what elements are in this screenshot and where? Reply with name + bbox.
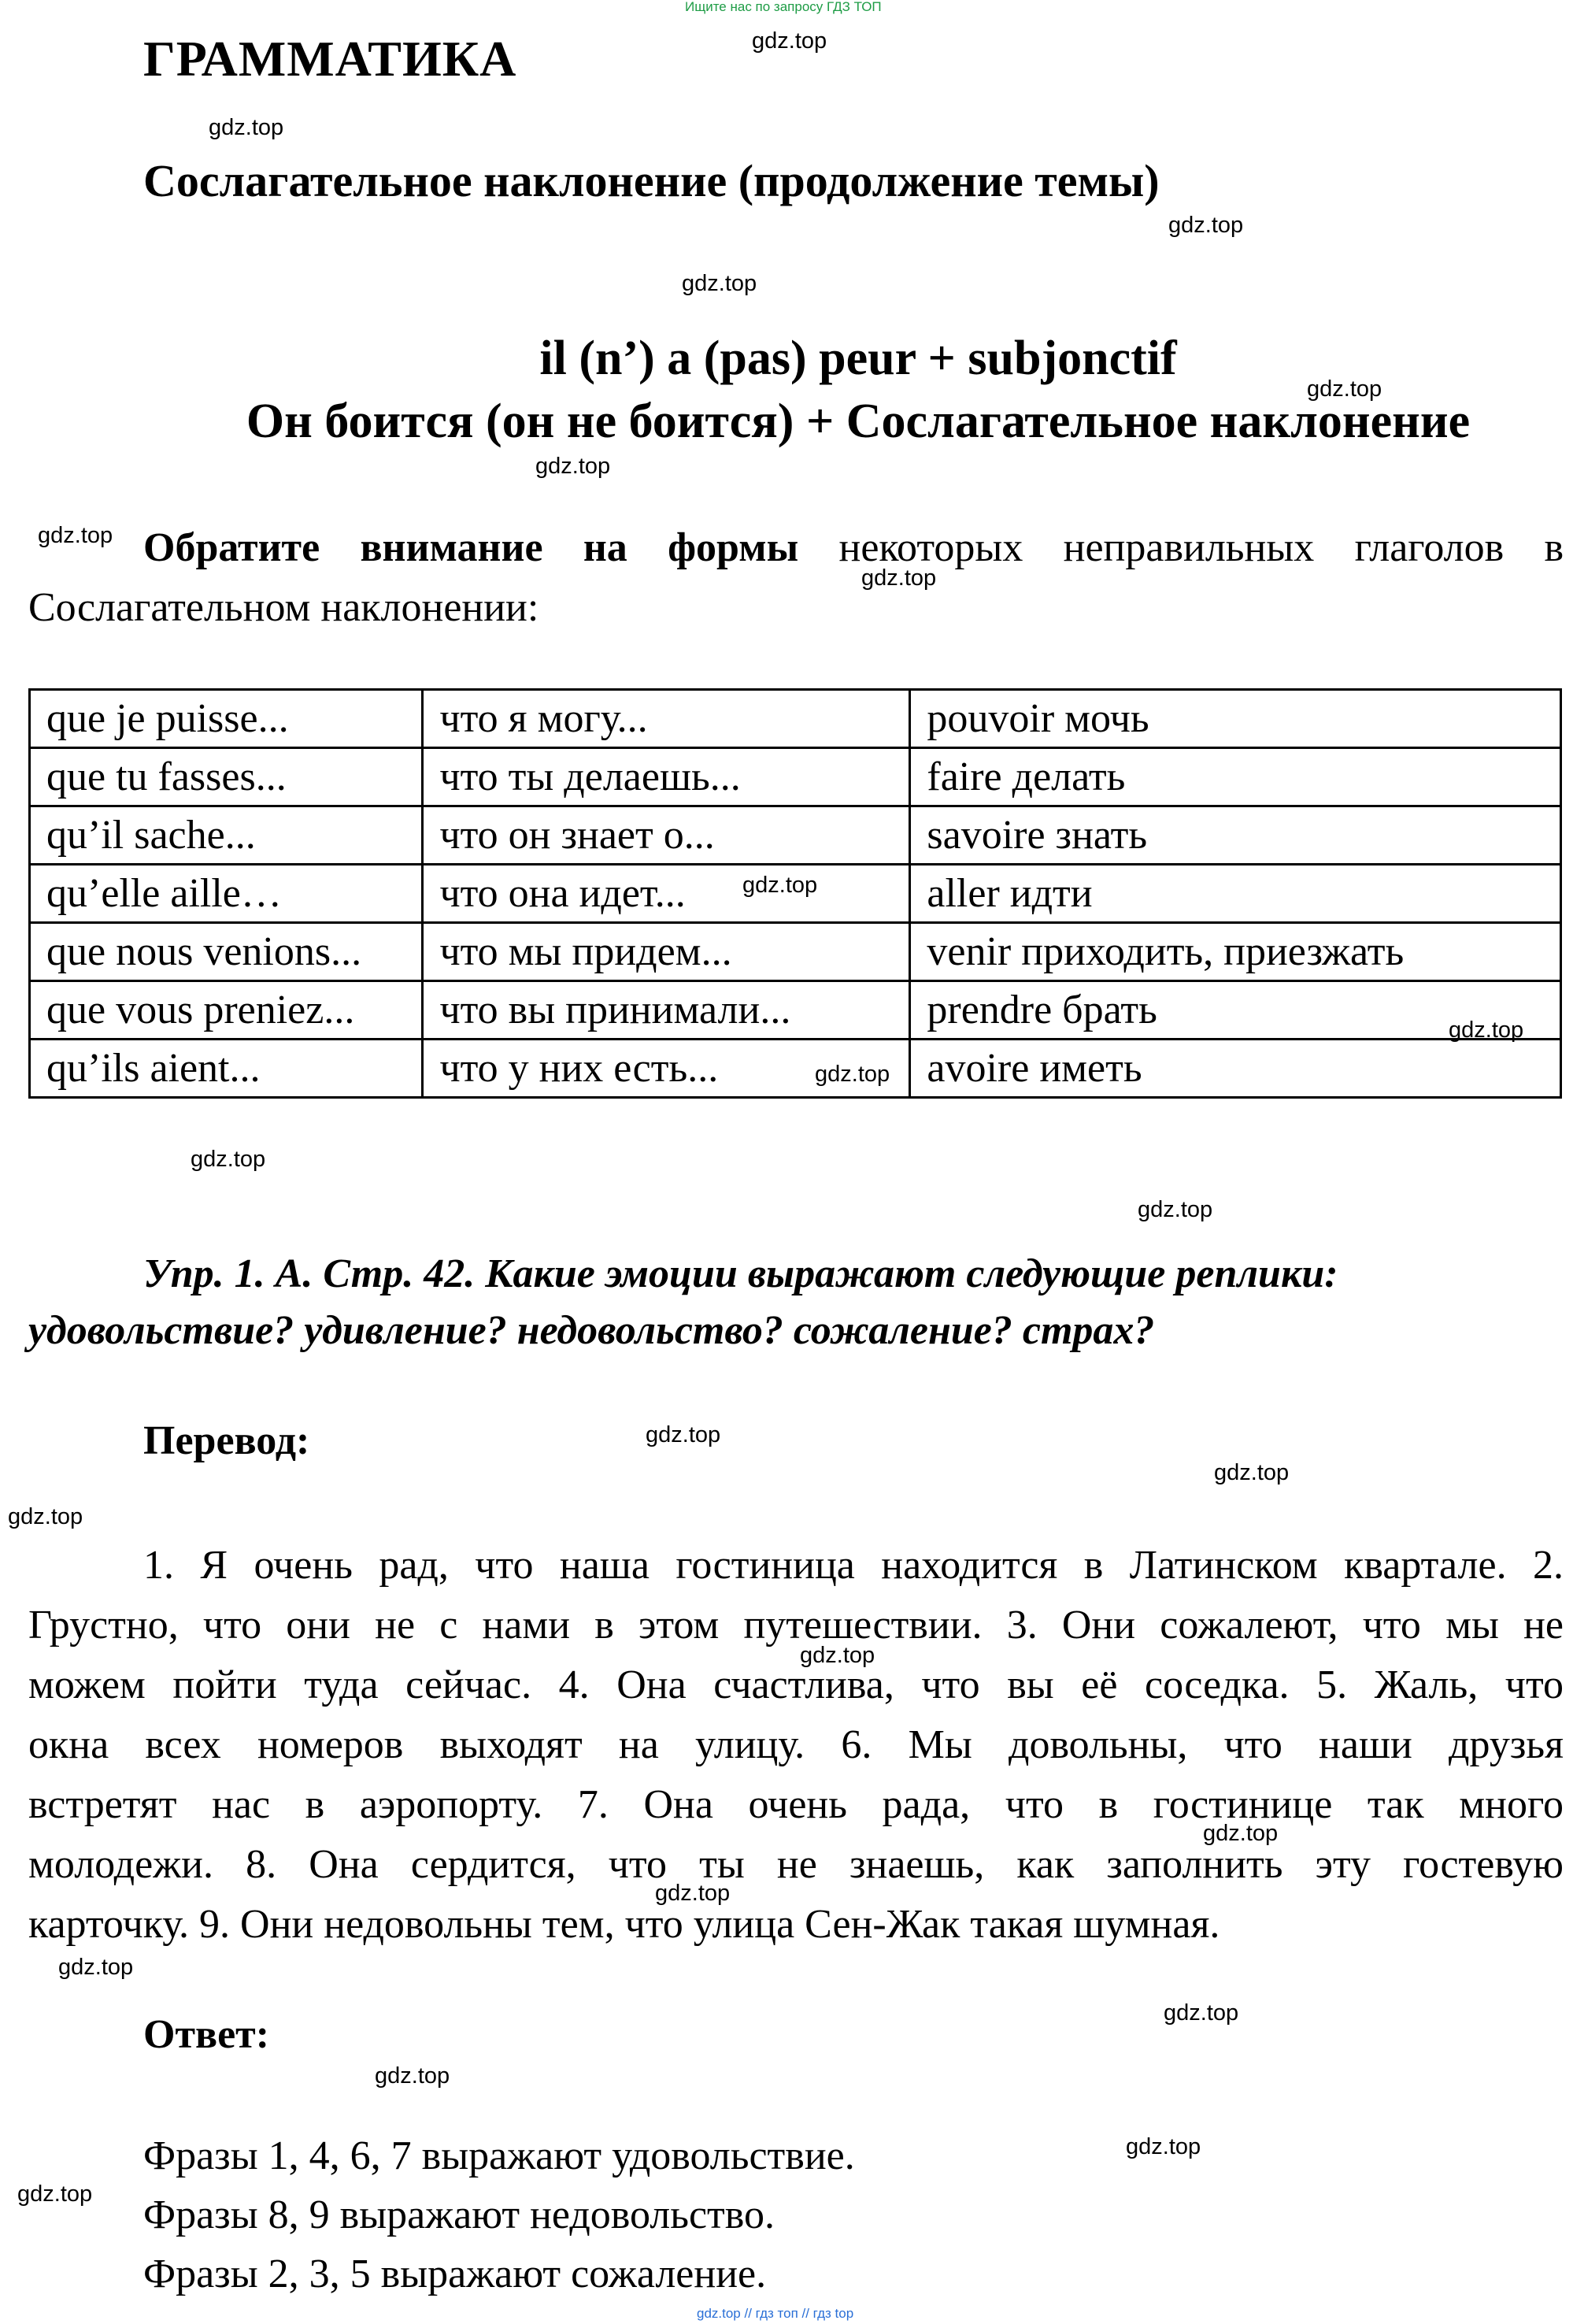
exercise-title [28, 1246, 1564, 1359]
note-bold: Обратите внимание на формы [143, 525, 799, 570]
french-form-cell: que je puisse... [30, 690, 423, 748]
answer-list [143, 2126, 855, 2304]
translation-line: карточку. 9. Они недовольны тем, что улица Сен-Жак такая шумная. [28, 1902, 1220, 1947]
answer-item: Фразы 1, 4, 6, 7 выражают удовольствие. [143, 2133, 855, 2178]
watermark: gdz.top [815, 1062, 890, 1087]
watermark: gdz.top [17, 2181, 93, 2207]
infinitive-cell: savoire знать [910, 806, 1561, 865]
french-form-cell: que tu fasses... [30, 748, 423, 806]
watermark: gdz.top [8, 1504, 83, 1529]
watermark: gdz.top [38, 523, 113, 548]
translation-line: встретят нас в аэропорту. 7. Она очень рада, что в гостинице так много [28, 1782, 1564, 1827]
table-row [30, 748, 1561, 806]
watermark: gdz.top [1138, 1197, 1213, 1222]
watermark: gdz.top [1164, 2000, 1239, 2026]
infinitive-cell: faire делать [910, 748, 1561, 806]
translation-label: Перевод: [143, 1418, 310, 1463]
watermark: gdz.top [1449, 1017, 1524, 1043]
russian-translation-cell: что я могу... [423, 690, 910, 748]
watermark: gdz.top [58, 1955, 134, 1980]
table-row [30, 690, 1561, 748]
grammar-title: ГРАММАТИКА [143, 31, 517, 87]
french-form-cell: qu’ils aient... [30, 1040, 423, 1098]
watermark: gdz.top [191, 1147, 266, 1172]
topic-title: Сослагательное наклонение (продолжение темы) [143, 155, 1160, 206]
table-row [30, 923, 1561, 981]
note-paragraph [28, 518, 1564, 638]
watermark: gdz.top [1126, 2134, 1201, 2159]
infinitive-cell: prendre брать [910, 981, 1561, 1040]
answer-label: Ответ: [143, 2012, 270, 2057]
watermark: gdz.top [1168, 213, 1244, 238]
table-row [30, 1040, 1561, 1098]
watermark: gdz.top [209, 115, 284, 140]
watermark: gdz.top [742, 873, 818, 898]
answer-item: Фразы 8, 9 выражают недовольство. [143, 2192, 775, 2237]
russian-translation-cell: что она идет... [423, 865, 910, 923]
watermark: gdz.top [655, 1881, 731, 1906]
translation-line: 1. Я очень рад, что наша гостиница находится в Латинском квартале. 2. [143, 1543, 1564, 1588]
watermark: gdz.top [800, 1643, 875, 1668]
infinitive-cell: avoire иметь [910, 1040, 1561, 1098]
french-form-cell: que vous preniez... [30, 981, 423, 1040]
watermark: gdz.top [1307, 376, 1382, 402]
watermark: gdz.top [682, 271, 757, 296]
russian-translation-cell: что вы принимали... [423, 981, 910, 1040]
watermark: gdz.top [535, 454, 611, 479]
french-form-cell: que nous venions... [30, 923, 423, 981]
table-row [30, 981, 1561, 1040]
formula-french: il (n’) a (pas) peur + subjonctif [539, 332, 1177, 385]
footer-note: gdz.top // гдз топ // гдз top [697, 2306, 854, 2321]
header-note: Ищите нас по запросу ГДЗ ТОП [685, 0, 882, 14]
infinitive-cell: pouvoir мочь [910, 690, 1561, 748]
russian-translation-cell: что ты делаешь... [423, 748, 910, 806]
russian-translation-cell: что у них есть... [423, 1040, 910, 1098]
note-rest-line1: некоторых неправильных глаголов в [798, 525, 1564, 570]
translation-line: Грустно, что они не с нами в этом путешествии. 3. Они сожалеют, что мы не [28, 1603, 1564, 1648]
translation-line: молодежи. 8. Она сердится, что ты не знаешь, как заполнить эту гостевую [28, 1842, 1564, 1887]
translation-line: можем пойти туда сейчас. 4. Она счастлива, что вы её соседка. 5. Жаль, что [28, 1662, 1564, 1707]
watermark: gdz.top [375, 2063, 450, 2089]
exercise-line2: удовольствие? удивление? недовольство? сожаление? страх? [28, 1308, 1155, 1353]
infinitive-cell: aller идти [910, 865, 1561, 923]
watermark: gdz.top [1214, 1460, 1290, 1485]
exercise-line1: Упр. 1. А. Стр. 42. Какие эмоции выражают следующие реплики: [143, 1251, 1338, 1296]
translation-line: окна всех номеров выходят на улицу. 6. Мы довольны, что наши друзья [28, 1722, 1564, 1767]
watermark: gdz.top [646, 1422, 721, 1447]
watermark: gdz.top [752, 28, 827, 54]
note-rest-line2: Сослагательном наклонении: [28, 585, 539, 630]
formula-russian: Он боится (он не боится) + Сослагательное наклонение [246, 395, 1471, 448]
translation-text [28, 1536, 1564, 1955]
watermark: gdz.top [861, 565, 937, 591]
french-form-cell: qu’elle aille… [30, 865, 423, 923]
answer-item: Фразы 2, 3, 5 выражают сожаление. [143, 2252, 767, 2296]
watermark: gdz.top [1203, 1821, 1279, 1846]
table-row [30, 806, 1561, 865]
infinitive-cell: venir приходить, приезжать [910, 923, 1561, 981]
russian-translation-cell: что он знает о... [423, 806, 910, 865]
french-form-cell: qu’il sache... [30, 806, 423, 865]
russian-translation-cell: что мы придем... [423, 923, 910, 981]
